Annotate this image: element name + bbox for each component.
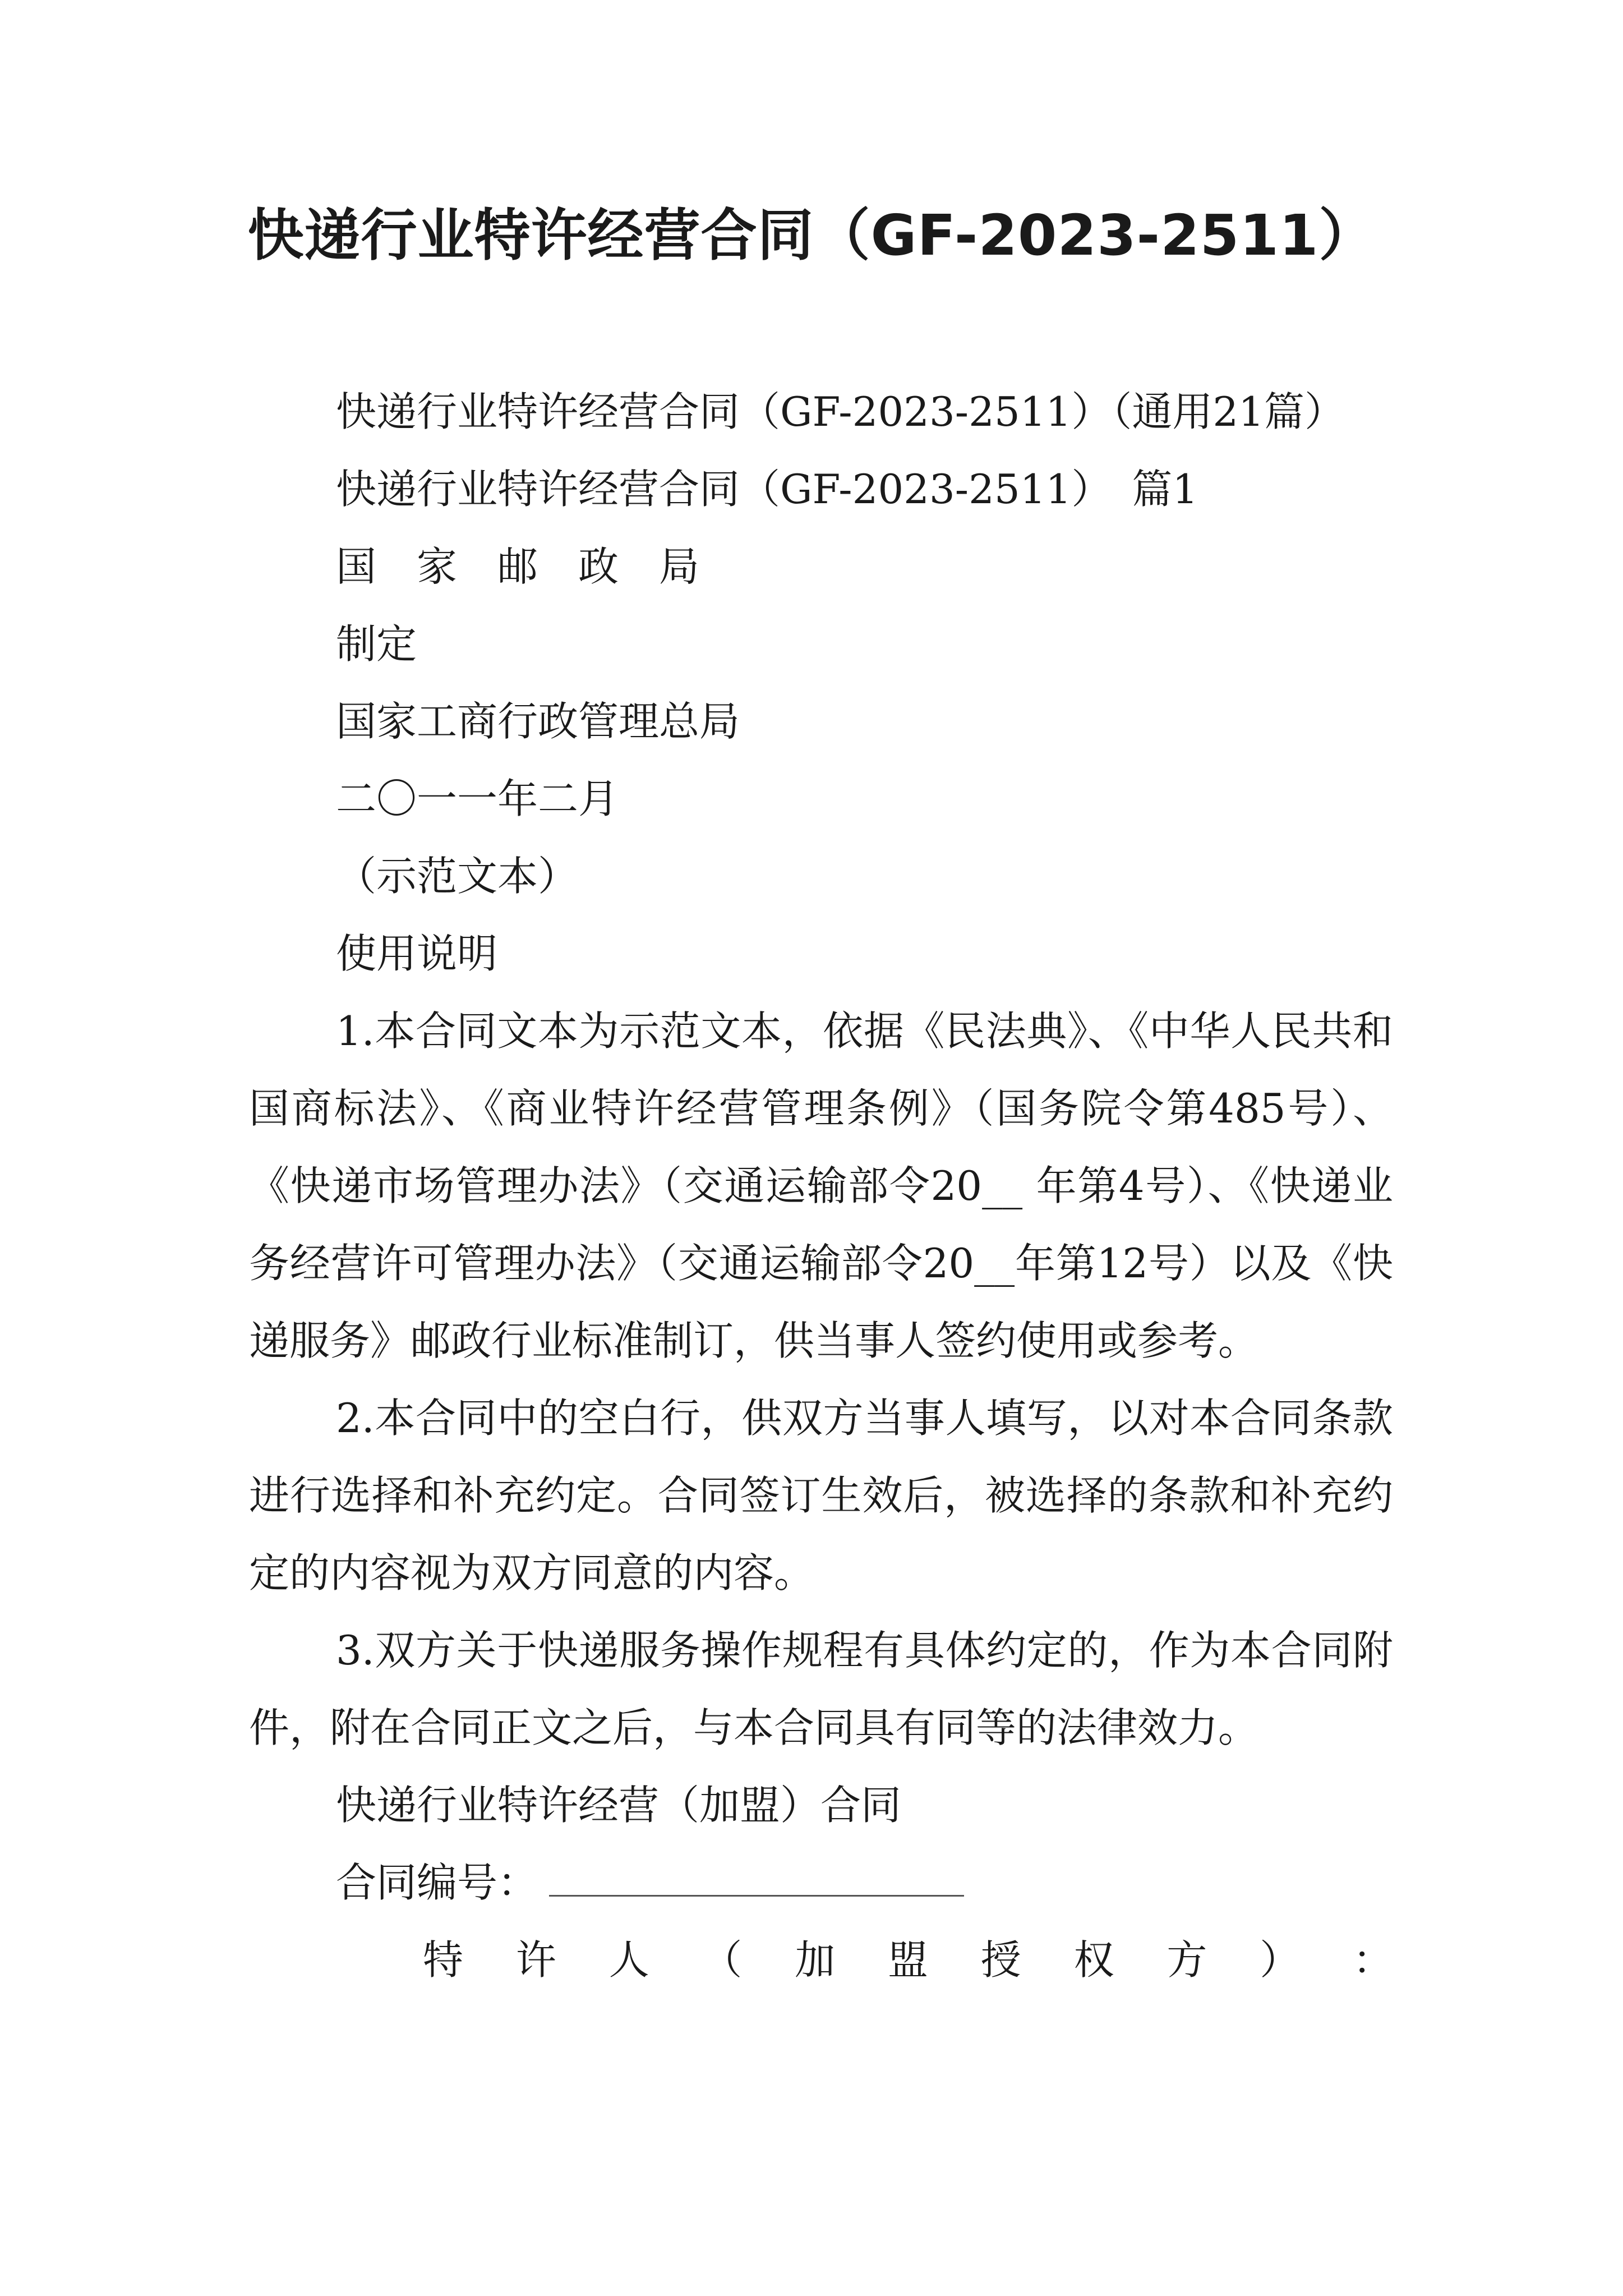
- contract-number-row: [249, 1844, 1393, 1921]
- franchisor-char: ：: [1352, 1936, 1393, 1984]
- contract-heading: 快递行业特许经营（加盟）合同: [336, 1782, 902, 1829]
- chapter-heading: 快递行业特许经营合同（GF-2023-2511） 篇1: [336, 466, 1198, 513]
- document-body: [249, 373, 1393, 1999]
- franchisor-char: 盟: [887, 1936, 928, 1984]
- contract-number-label: 合同编号：: [336, 1859, 538, 1906]
- franchisor-char: 人: [608, 1936, 649, 1984]
- franchisor-label: [249, 1921, 1393, 1999]
- issuer-postal-bureau: 国 家 邮 政 局: [336, 543, 700, 590]
- franchisor-char: 授: [980, 1936, 1021, 1984]
- contract-number-blank: [549, 1861, 964, 1897]
- franchisor-char: ）: [1260, 1936, 1301, 1984]
- issue-date: 二〇一一年二月: [336, 775, 619, 822]
- issuer-saic: 国家工商行政管理总局: [336, 698, 740, 745]
- franchisor-char: 特: [423, 1936, 464, 1984]
- instruction-paragraph-3: 3.双方关于快递服务操作规程有具体约定的，作为本合同附件，附在合同正文之后，与本合同具有同等的法律效力。: [249, 1627, 1393, 1751]
- franchisor-char: 权: [1073, 1936, 1114, 1984]
- made-by-label: 制定: [336, 620, 417, 668]
- franchisor-char: 许: [515, 1936, 556, 1984]
- subtitle-line: 快递行业特许经营合同（GF-2023-2511）（通用21篇）: [336, 388, 1345, 435]
- instruction-paragraph-2: 2.本合同中的空白行，供双方当事人填写，以对本合同条款进行选择和补充约定。合同签订生效后，被选择的条款和补充约定的内容视为双方同意的内容。: [249, 1395, 1393, 1596]
- model-text-label: （示范文本）: [336, 853, 579, 900]
- document-title: 快递行业特许经营合同（GF-2023-2511）: [247, 203, 1376, 268]
- instruction-paragraph-1: 1.本合同文本为示范文本，依据《民法典》、《中华人民共和国商标法》、《商业特许经营管理条例》（国务院令第485号）、《快递市场管理办法》（交通运输部令20__ 年第4号）、《快递业务经营许可管理办法》（交通运输部令20__年第12号）以及《快递服务》邮政行业标准制订，供当事人签约使用或参考。: [249, 1007, 1393, 1364]
- instructions-heading: 使用说明: [336, 930, 498, 977]
- franchisor-char: （: [702, 1936, 743, 1984]
- franchisor-char: 方: [1166, 1936, 1207, 1984]
- franchisor-char: 加: [795, 1936, 836, 1984]
